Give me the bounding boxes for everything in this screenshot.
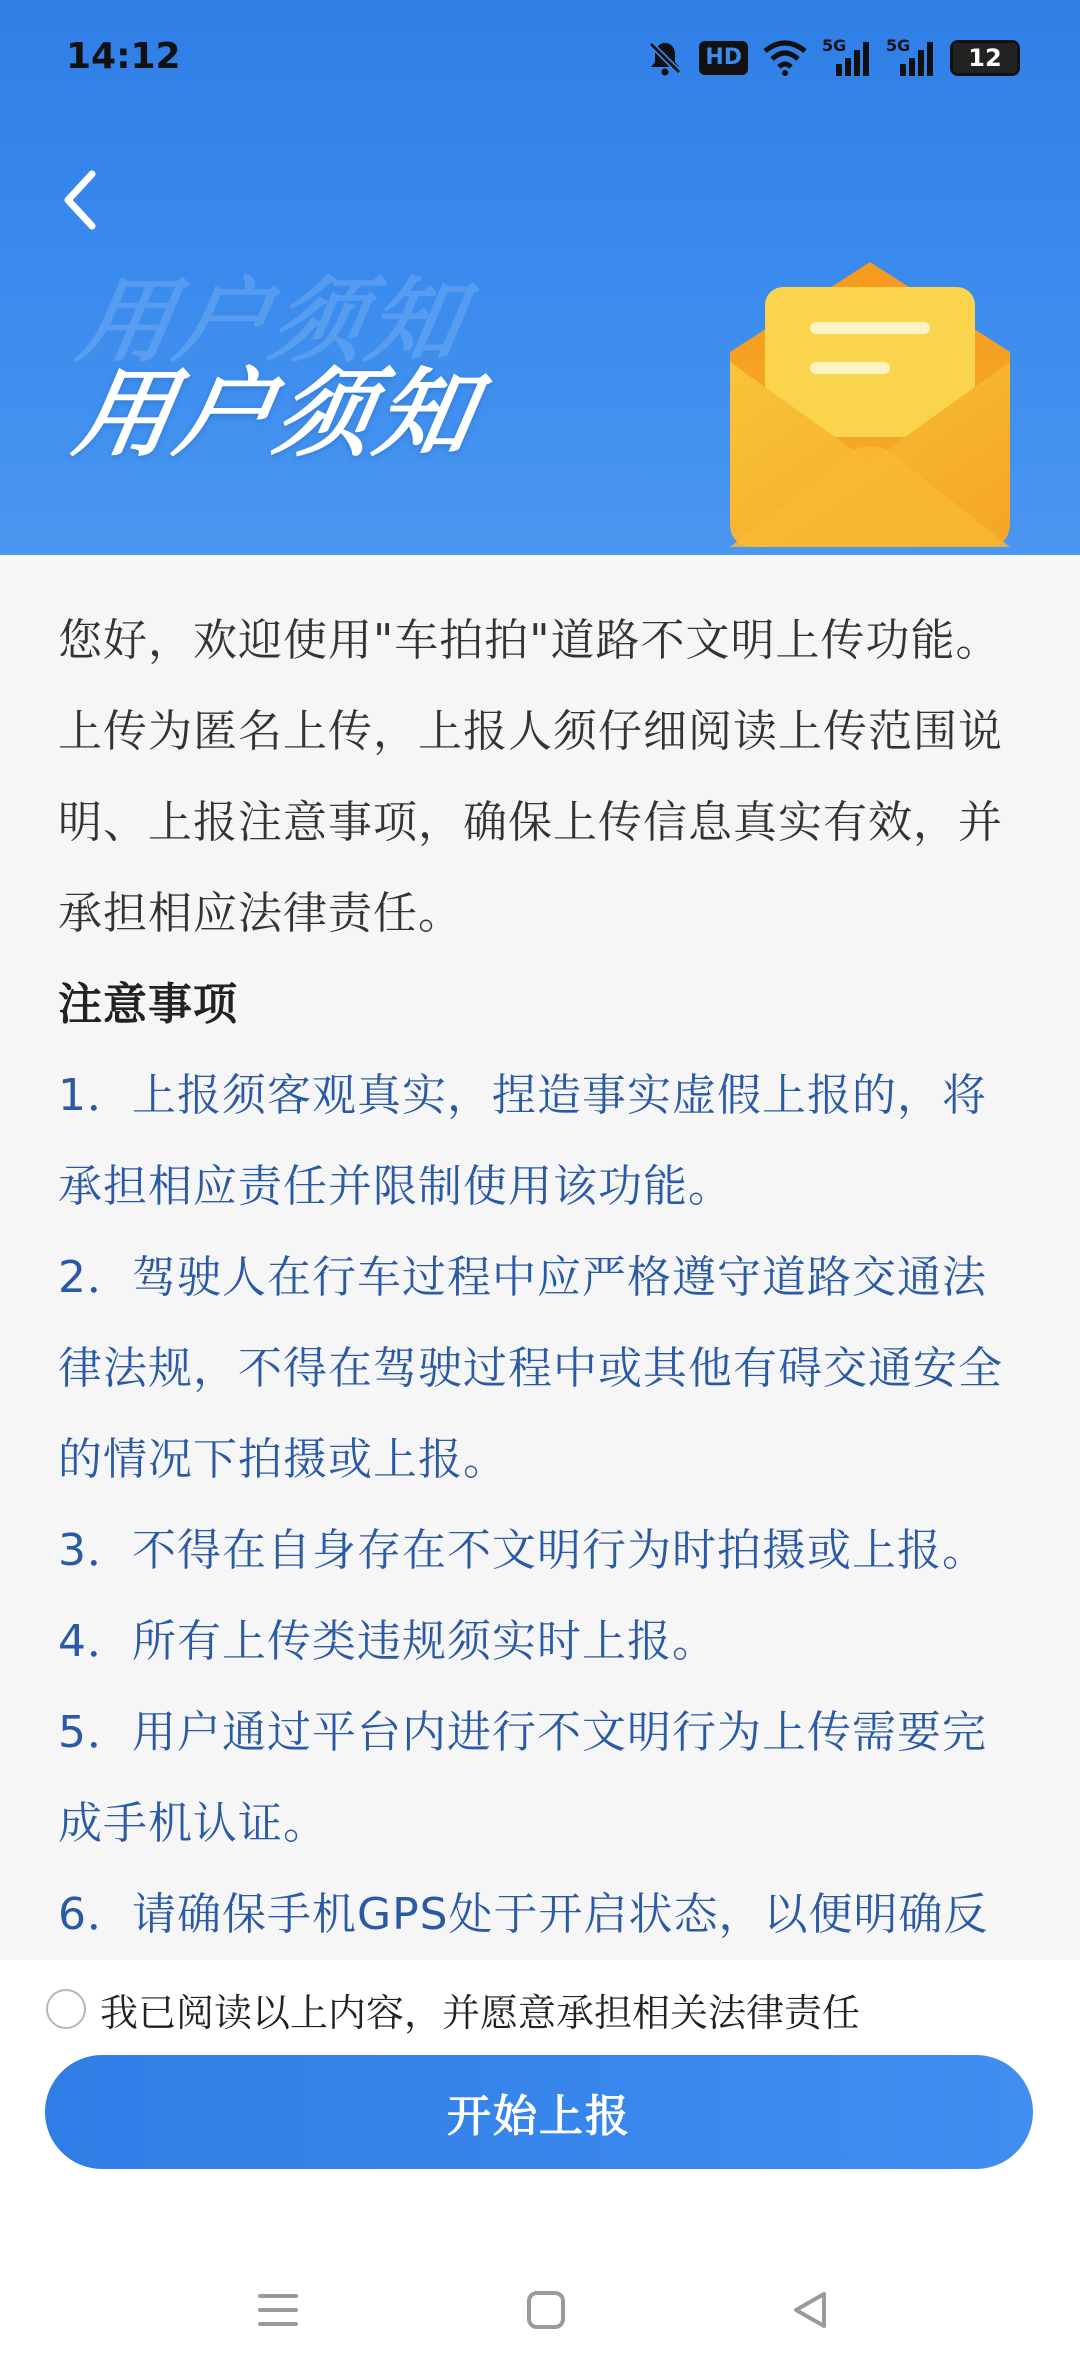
list-item: 1．上报须客观真实，捏造事实虚假上报的，将承担相应责任并限制使用该功能。: [58, 1070, 987, 1212]
notice-title: 注意事项: [58, 979, 238, 1030]
signal-5g-icon: [822, 38, 872, 78]
menu-icon: [256, 2290, 300, 2330]
signal-5g-label: 5G: [822, 36, 847, 55]
envelope-icon: [710, 262, 1030, 552]
status-icons: [645, 36, 1020, 80]
back-nav-button[interactable]: [780, 2280, 840, 2340]
chevron-left-icon: [58, 168, 102, 232]
home-square-icon: [524, 2288, 568, 2332]
back-button[interactable]: [50, 160, 110, 240]
page-title: 用户须知: [66, 358, 487, 470]
intro-text: 您好，欢迎使用"车拍拍"道路不文明上传功能。上传为匿名上传，上报人须仔细阅读上传范围说明、上报注意事项，确保上传信息真实有效，并承担相应法律责任。: [58, 615, 1003, 939]
start-report-button[interactable]: 开始上报: [45, 2055, 1033, 2169]
bell-muted-icon: [645, 38, 685, 78]
wifi-icon: [762, 39, 808, 77]
signal-5g-icon: [886, 38, 936, 78]
list-item: 2．驾驶人在行车过程中应严格遵守道路交通法律法规，不得在驾驶过程中或其他有碍交通安全的情况下拍摄或上报。: [58, 1252, 1003, 1485]
battery-level: 12: [968, 44, 1002, 72]
agree-label[interactable]: 我已阅读以上内容，并愿意承担相关法律责任: [100, 1990, 861, 2035]
home-button[interactable]: [516, 2280, 576, 2340]
status-time: 14:12: [66, 36, 181, 77]
list-item: 3．不得在自身存在不文明行为时拍摄或上报。: [58, 1525, 987, 1576]
back-triangle-icon: [788, 2288, 832, 2332]
hd-icon: HD: [699, 41, 748, 75]
signal-5g-label: 5G: [886, 36, 911, 55]
list-item: 5．用户通过平台内进行不文明行为上传需要完成手机认证。: [58, 1707, 987, 1849]
status-bar: [0, 0, 1080, 120]
agree-row[interactable]: [46, 1985, 860, 2033]
list-item: 6．请确保手机GPS处于开启状态，以便明确反: [58, 1889, 989, 1940]
notice-content[interactable]: [0, 555, 1080, 1960]
page-title-shadow: 用户须知: [71, 268, 475, 375]
list-item: 4．所有上传类违规须实时上报。: [58, 1616, 717, 1667]
battery-icon: [950, 40, 1020, 76]
agree-radio[interactable]: [46, 1989, 86, 2029]
menu-button[interactable]: [248, 2280, 308, 2340]
system-nav-bar: [0, 2240, 1080, 2376]
header-banner: [0, 0, 1080, 555]
